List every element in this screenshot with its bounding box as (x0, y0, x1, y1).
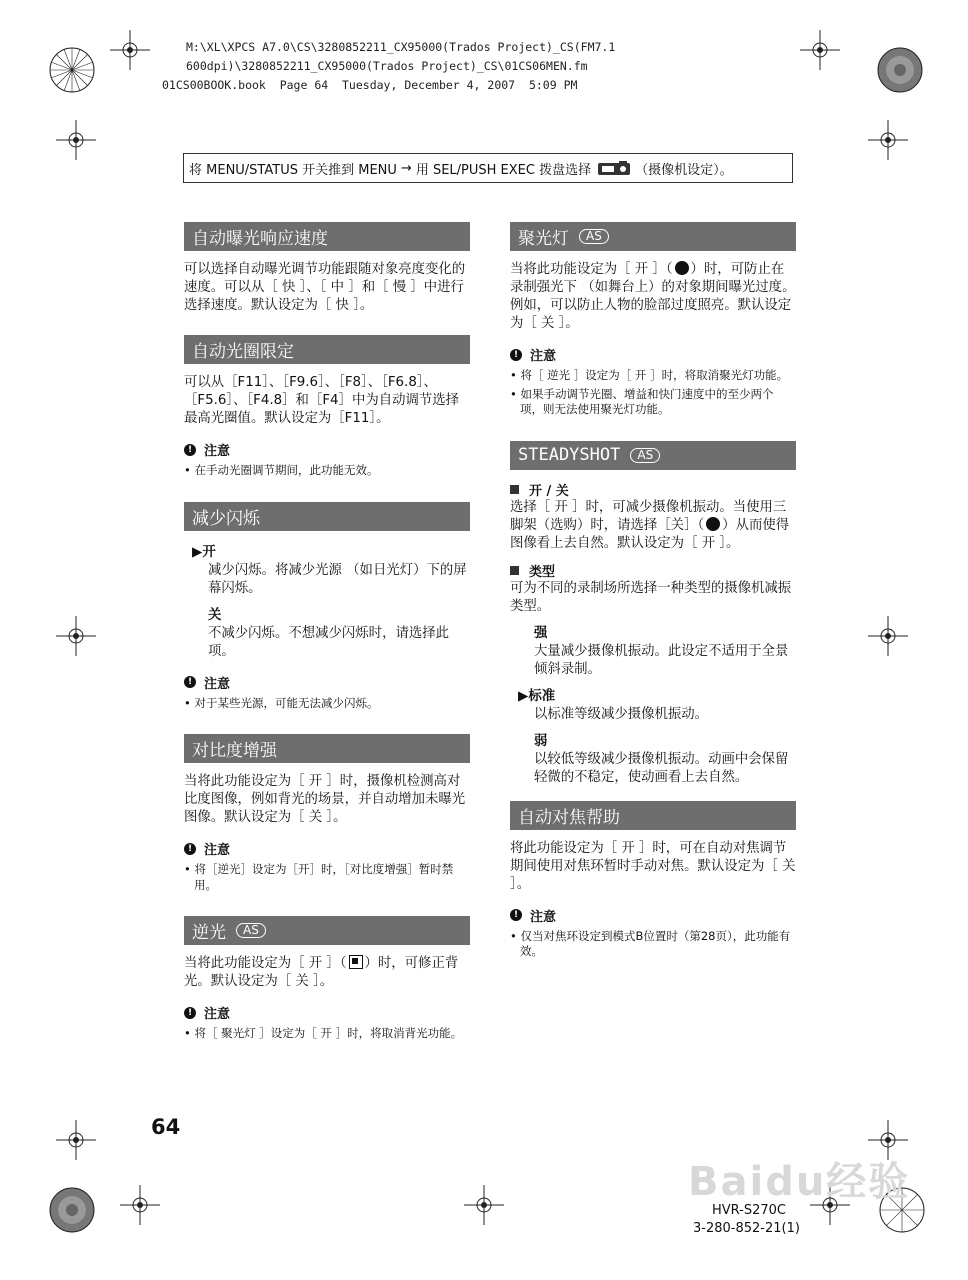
steadyshot-type-heading: 类型 (510, 561, 796, 580)
option-label-standard: ▶标准 (518, 688, 556, 704)
note-heading: ! 注意 (510, 906, 796, 925)
arrow-right-icon: → (400, 160, 412, 176)
note-heading: ! 注意 (510, 345, 796, 364)
book-info-line: 01CS00BOOK.book Page 64 Tuesday, December 4, 2007 5:09 PM (162, 78, 578, 92)
ae-response-description: 可以选择自动曝光调节功能跟随对象亮度变化的速度。可以从［ 快 ］、［ 中 ］和［ 慢 ］中进行选择速度。默认设定为［ 快 ］。 (184, 262, 466, 313)
file-path-header (186, 38, 615, 76)
auto-iris-limit-description: 可以从［F11］、［F9.6］、［F8］、［F6.8］、［F5.6］、［F4.8］和［F4］中为自动调节选择最高光圈值。默认设定为［F11］。 (184, 375, 460, 426)
note-item: • 对于某些光源，可能无法减少闪烁。 (184, 695, 379, 710)
crosshair-mark-top-1 (110, 30, 150, 70)
option-label-on: ▶开 (192, 544, 216, 560)
crosshair-mark-bottom-2 (464, 1185, 504, 1225)
crosshair-mark-right-top (868, 120, 908, 160)
note-heading: ! 注意 (184, 440, 470, 459)
option-desc-weak: 以较低等级减少摄像机振动。动画中会保留轻微的不稳定，使动画看上去自然。 (534, 751, 789, 785)
note-item: • 将［ 逆光 ］设定为［ 开 ］时，将取消聚光灯功能。 (510, 368, 789, 382)
crosshair-mark-left-bottom (56, 1120, 96, 1160)
as-badge: AS (236, 923, 266, 938)
note-item: • 将［ 聚光灯 ］设定为［ 开 ］时，将取消背光功能。 (184, 1026, 463, 1040)
part-number: 3-280-852-21(1) (693, 1221, 800, 1236)
option-desc-on: 减少闪烁。将减少光源 （如日光灯）下的屏幕闪烁。 (208, 562, 467, 596)
registration-mark-top-left (42, 40, 102, 100)
nav-text-part3: （摄像机设定）。 (635, 162, 733, 178)
backlight-description: 当将此功能设定为［ 开 ］（ ）时，可修正背光。默认设定为［ 关 ］。 (184, 956, 459, 989)
section-title-auto-iris-limit: 自动光圈限定 (184, 335, 470, 364)
default-marker-icon: ▶ (192, 544, 203, 560)
note-item: • 在手动光圈调节期间，此功能无效。 (184, 463, 379, 477)
section-title-af-assist: 自动对焦帮助 (510, 801, 796, 830)
page-number: 64 (151, 1115, 181, 1139)
camera-menu-icon (597, 160, 631, 176)
as-badge: AS (630, 448, 660, 463)
spotlight-icon (675, 261, 689, 275)
note-icon: ! (184, 843, 196, 855)
option-desc-strong: 大量减少摄像机振动。此设定不适用于全景倾斜录制。 (534, 643, 789, 677)
note-item: • 仅当对焦环设定到模式B位置时（第28页），此功能有效。 (510, 928, 791, 958)
option-label-strong: 强 (534, 625, 548, 641)
crosshair-mark-top-2 (800, 30, 840, 70)
section-title-spotlight: 聚光灯 AS (510, 222, 796, 251)
steadyshot-onoff-description: 选择［ 开 ］时，可减少摄像机振动。当使用三脚架（选购）时，请选择［关］（ ）从而使得图像看上去自然。默认设定为［ 开 ］。 (510, 499, 790, 551)
note-icon: ! (184, 444, 196, 456)
af-assist-description: 将此功能设定为［ 开 ］时，可在自动对焦调节期间使用对焦环暂时手动对焦。默认设定为［ 关 ］。 (510, 840, 796, 892)
file-path-line-1: M:\XL\XPCS A7.0\CS\3280852211_CX95000(Trados Project)_CS(FM7.1 (186, 40, 616, 54)
as-badge: AS (579, 229, 609, 244)
spotlight-description: 当将此功能设定为［ 开 ］（ ）时，可防止在录制强光下 （如舞台上）的对象期间曝光过度。例如，可以防止人物的脸部过度照亮。默认设定为［ 关 ］。 (510, 262, 796, 331)
note-item: • 将［逆光］设定为［开］时，［对比度增强］暂时禁用。 (184, 862, 454, 892)
backlight-icon (349, 955, 363, 969)
file-path-line-2: 600dpi)\3280852211_CX95000(Trados Project)_CS\01CS06MEN.fm (186, 59, 588, 73)
crosshair-mark-left-top (56, 120, 96, 160)
note-heading: ! 注意 (184, 839, 470, 858)
registration-mark-top-right (870, 40, 930, 100)
left-column (184, 222, 470, 1045)
nav-text-part1: 将 MENU/STATUS 开关推到 MENU (189, 162, 397, 178)
note-heading: ! 注意 (184, 1003, 470, 1022)
note-heading: ! 注意 (184, 673, 470, 692)
section-title-backlight: 逆光 AS (184, 916, 470, 945)
section-title-flicker-reduce: 减少闪烁 (184, 502, 470, 531)
option-label-off: 关 (208, 607, 222, 623)
note-icon: ! (184, 676, 196, 688)
option-desc-off: 不减少闪烁。不想减少闪烁时，请选择此项。 (208, 625, 450, 659)
square-bullet-icon (510, 485, 519, 494)
baidu-watermark: Baidu经验 (688, 1159, 911, 1205)
menu-navigation-instruction (183, 153, 793, 183)
option-label-weak: 弱 (534, 733, 548, 749)
square-bullet-icon (510, 566, 519, 575)
steadyshot-onoff-heading: 开 / 关 (510, 480, 796, 499)
model-identifier: HVR-S270C (712, 1203, 787, 1218)
note-icon: ! (510, 909, 522, 921)
note-icon: ! (510, 349, 522, 361)
steadyshot-type-description: 可为不同的录制场所选择一种类型的摄像机减振类型。 (510, 580, 792, 614)
section-title-steadyshot: STEADYSHOT AS (510, 441, 796, 470)
tripod-hand-icon (706, 517, 720, 531)
crosshair-mark-bottom-1 (120, 1185, 160, 1225)
section-title-contrast: 对比度增强 (184, 734, 470, 763)
option-desc-standard: 以标准等级减少摄像机振动。 (534, 706, 709, 722)
default-marker-icon: ▶ (518, 688, 529, 704)
right-column (510, 222, 796, 963)
note-icon: ! (184, 1007, 196, 1019)
registration-mark-bottom-left (42, 1180, 102, 1240)
nav-text-part2: 用 SEL/PUSH EXEC 拨盘选择 (415, 162, 592, 178)
contrast-description: 当将此功能设定为［ 开 ］时，摄像机检测高对比度图像，例如背光的场景，并自动增加未曝光图像。默认设定为［ 关 ］。 (184, 774, 466, 825)
crosshair-mark-left-mid (56, 616, 96, 656)
section-title-ae-response: 自动曝光响应速度 (184, 222, 470, 251)
note-item: • 如果手动调节光圈、增益和快门速度中的至少两个项，则无法使用聚光灯功能。 (510, 386, 774, 416)
crosshair-mark-right-mid (868, 616, 908, 656)
